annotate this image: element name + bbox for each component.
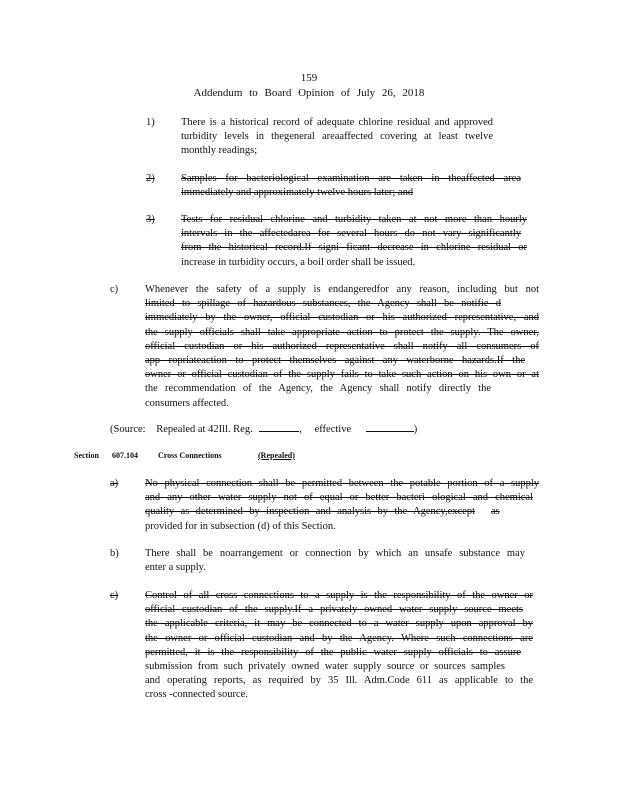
text-line: No physical connection shall be permitted between the potable portion of a supply [145, 478, 539, 489]
item-marker: c) [110, 590, 119, 601]
text-line: consumers affected. [145, 397, 229, 409]
text-line: intervals in the affectedarea for several hours do not vary significantly [181, 228, 521, 240]
source-open: (Source: [110, 424, 146, 435]
section-status: (Repealed) [258, 451, 295, 460]
effective-date-blank [366, 421, 414, 432]
text-line: official custodian of the supply.If a privately owned water supply source meets [145, 604, 523, 616]
source-close: ) [413, 424, 418, 435]
addendum-subtitle: Addendum to Board Opinion of July 26, 2018 [193, 87, 425, 99]
item-marker: b) [110, 548, 119, 559]
item-marker: a) [110, 478, 119, 489]
section-label: Section [74, 451, 99, 460]
list-item [145, 547, 525, 575]
text-line: and operating reports, as required by 35 Ill. Adm.Code 611 as applicable to the [145, 675, 533, 687]
text-line: There shall be noarrangement or connection by which an unsafe substance may [145, 548, 525, 559]
source-comma: , [299, 424, 302, 435]
section-title: Cross Connections [158, 451, 222, 460]
text-line: the owner or official custodian and by the Agency. Where such connections are [145, 632, 533, 644]
list-item [145, 283, 539, 411]
text-line: official custodian or his authorized representative shall notify all consumers of [145, 340, 539, 352]
text-line: immediately and approximately twelve hours later; and [181, 187, 414, 199]
item-marker: c) [110, 284, 119, 295]
source-repealed: Repealed at 42Ill. Reg. [156, 424, 253, 435]
list-item [181, 213, 527, 270]
text-line: monthly readings; [181, 145, 258, 157]
as-word: as [491, 506, 500, 518]
text-line: turbidity levels in thegeneral areaaffected covering at least twelve [181, 131, 493, 143]
text-line: the applicable criteria, it may be connected to a water supply upon approval by [145, 618, 533, 630]
text-line: from the historical record.If signi ficant decrease in chlorine residual or [181, 242, 527, 254]
page-number: 159 [300, 72, 318, 84]
text-line: permitted, it is the responsibility of the public water supply officials to assure [145, 646, 521, 658]
text-line: Control of all cross connections to a supply is the responsibility of the owner or [145, 590, 533, 601]
text-line: the recommendation of the Agency, the Agency shall notify directly the [145, 383, 491, 395]
text-line: limited to spillage of hazardous substances, the Agency shall be notifie d [145, 298, 501, 310]
source-note [110, 421, 417, 435]
list-item [145, 477, 539, 534]
text-line: app ropriateaction to protect themselves against any waterborne hazards.If the [145, 355, 525, 367]
list-item [181, 172, 521, 200]
text-line: There is a historical record of adequate chlorine residual and approved [181, 117, 493, 128]
text-line: Tests for residual chlorine and turbidity taken at not more than hourly [181, 214, 527, 225]
text-line: the supply officials shall take appropriate action to protect the supply. The owner, [145, 326, 539, 338]
list-item [181, 116, 493, 159]
text-line: cross -connected source. [145, 689, 248, 701]
text-line: immediately by the owner, official custodian or his authorized representative, and [145, 312, 539, 324]
text-line: enter a supply. [145, 562, 206, 574]
text-line: and any other water supply not of equal or better bacteri ological and chemical [145, 492, 533, 504]
text-line: Samples for bacteriological examination are taken in theaffected area [181, 173, 521, 184]
text-line: submission from such privately owned water supply source or sources samples [145, 661, 505, 673]
item-marker: 3) [146, 214, 155, 225]
list-item [145, 589, 533, 703]
item-marker: 1) [146, 117, 155, 128]
text-line: increase in turbidity occurs, a boil order shall be issued. [181, 256, 416, 268]
source-effective: effective [314, 424, 352, 435]
text-line: provided for in subsection (d) of this Section. [145, 520, 336, 532]
volume-blank [259, 421, 299, 432]
text-line: owner or official custodian of the supply fails to take such action on his own or at [145, 369, 539, 381]
text-line: Whenever the safety of a supply is endangeredfor any reason, including but not [145, 284, 539, 295]
section-number: 607.104 [112, 451, 138, 460]
text-line: quality as determined by inspection and analysis by the Agency,except [145, 506, 475, 518]
item-marker: 2) [146, 173, 155, 184]
